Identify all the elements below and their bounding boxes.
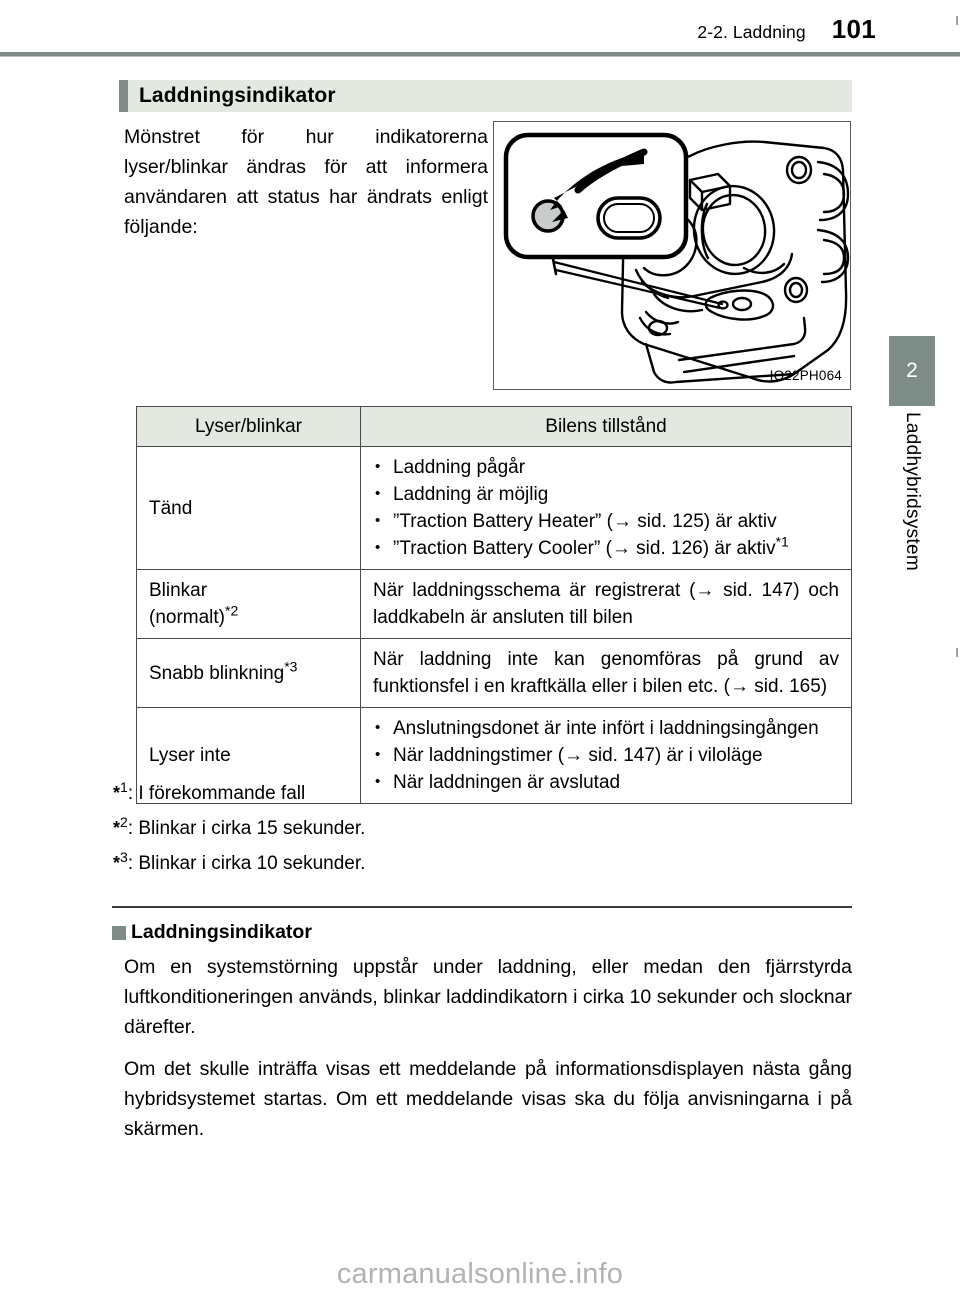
chapter-title-vertical xyxy=(889,412,935,662)
row-label-line1: Blinkar xyxy=(149,580,208,601)
row-body-blinkar-normalt: När laddningsschema är registrerat (→ sid. 147) och laddkabeln är ansluten till bilen xyxy=(361,570,852,639)
chapter-tab-number xyxy=(889,336,935,406)
table-row xyxy=(137,639,852,708)
footnote-list xyxy=(113,776,613,881)
notes-paragraph: Om det skulle inträffa visas ett meddelande på informationsdisplayen nästa gång hybridsystemet startas. Om ett meddelande visas ska du följa anvisningarna i på skärmen. xyxy=(124,1058,852,1140)
table-header-row xyxy=(137,407,852,447)
row-label-line2: (normalt) xyxy=(149,607,226,628)
footnote-marker: *$^2$ xyxy=(113,814,128,838)
notes-body xyxy=(124,952,852,1144)
footnote-item xyxy=(113,811,613,846)
callout-magnified-view xyxy=(506,135,686,257)
footnote-ref: *1 xyxy=(775,533,789,550)
notes-paragraph: Om en systemstörning uppstår under laddning, eller medan den fjärrstyrda luftkonditioneringen används, blinkar laddindikatorn i cirka 10 sekunder och slocknar därefter. xyxy=(124,956,852,1038)
header-inner xyxy=(697,14,876,45)
footnote-item xyxy=(113,846,613,881)
list-item: • När laddningstimer (→ sid. 147) är i viloläge xyxy=(373,742,839,769)
chapter-number-label: 2 xyxy=(906,359,918,382)
header-edge-tick xyxy=(956,16,958,25)
row-label-blinkar-normalt xyxy=(137,570,361,639)
footnote-text: : Blinkar i cirka 10 sekunder. xyxy=(127,853,366,874)
table-header-lyser-blinkar: Lyser/blinkar xyxy=(137,407,361,447)
row-label-tand: Tänd xyxy=(137,447,361,570)
list-item xyxy=(373,535,839,562)
list-item: • ”Traction Battery Heater” (→ sid. 125) är aktiv xyxy=(373,508,839,535)
charging-port-drawing xyxy=(494,122,850,389)
row-body-snabb-blinkning: När laddning inte kan genomföras på grund av funktionsfel i en kraftkälla eller i bilen etc. (→ sid. 165) xyxy=(361,639,852,708)
intro-paragraph: Mönstret för hur indikatorerna lyser/blinkar ändras för att informera användaren att status har ändrats enligt följande: xyxy=(124,126,488,238)
notes-heading-text: Laddningsindikator xyxy=(131,921,312,943)
row-label-lyser-inte: Lyser inte xyxy=(137,708,361,804)
section-accent-bar xyxy=(119,80,128,112)
intro-text xyxy=(124,122,488,242)
list-item: • Anslutningsdonet är inte infört i laddningsingången xyxy=(373,715,839,742)
bullet-list xyxy=(373,454,839,562)
list-item-text: ”Traction Battery Cooler” (→ sid. 126) är aktiv xyxy=(393,538,776,559)
footnote-marker: *$^3$ xyxy=(113,849,128,873)
watermark: carmanualsonline.info xyxy=(336,1258,624,1290)
illustration-code: IO22PH064 xyxy=(769,368,842,383)
square-bullet-icon xyxy=(112,926,126,940)
footnote-ref: *3 xyxy=(284,658,298,675)
indicator-status-table xyxy=(136,406,852,804)
row-label-snabb-blinkning xyxy=(137,639,361,708)
page-header xyxy=(0,0,960,56)
page-number: 101 xyxy=(831,14,876,44)
side-edge-tick xyxy=(956,648,958,657)
footnote-ref: *2 xyxy=(225,602,239,619)
table-row xyxy=(137,447,852,570)
header-rule-thin xyxy=(0,56,960,57)
row-label-text: Snabb blinkning xyxy=(149,662,285,684)
section-divider xyxy=(112,906,852,908)
footnote-text: : Blinkar i cirka 15 sekunder. xyxy=(127,818,366,839)
footnote-text: : I förekommande fall xyxy=(127,783,306,804)
table-header-bilens-tillstand: Bilens tillstånd xyxy=(361,407,852,447)
list-item: • Laddning pågår xyxy=(373,454,839,481)
illustration-charging-port xyxy=(493,121,851,390)
row-body-tand xyxy=(361,447,852,570)
section-title-text: Laddningsindikator xyxy=(139,84,336,107)
footnote-item xyxy=(113,776,613,811)
table-row xyxy=(137,570,852,639)
header-section-title: 2-2. Laddning xyxy=(697,22,806,42)
list-item: • När laddningen är avslutad xyxy=(373,769,839,796)
section-title-bar xyxy=(119,80,852,112)
notes-heading xyxy=(112,921,312,944)
list-item: • Laddning är möjlig xyxy=(373,481,839,508)
chapter-title-label: Laddhybridsystem xyxy=(902,412,923,571)
footnote-marker: *$^1$ xyxy=(113,779,128,803)
